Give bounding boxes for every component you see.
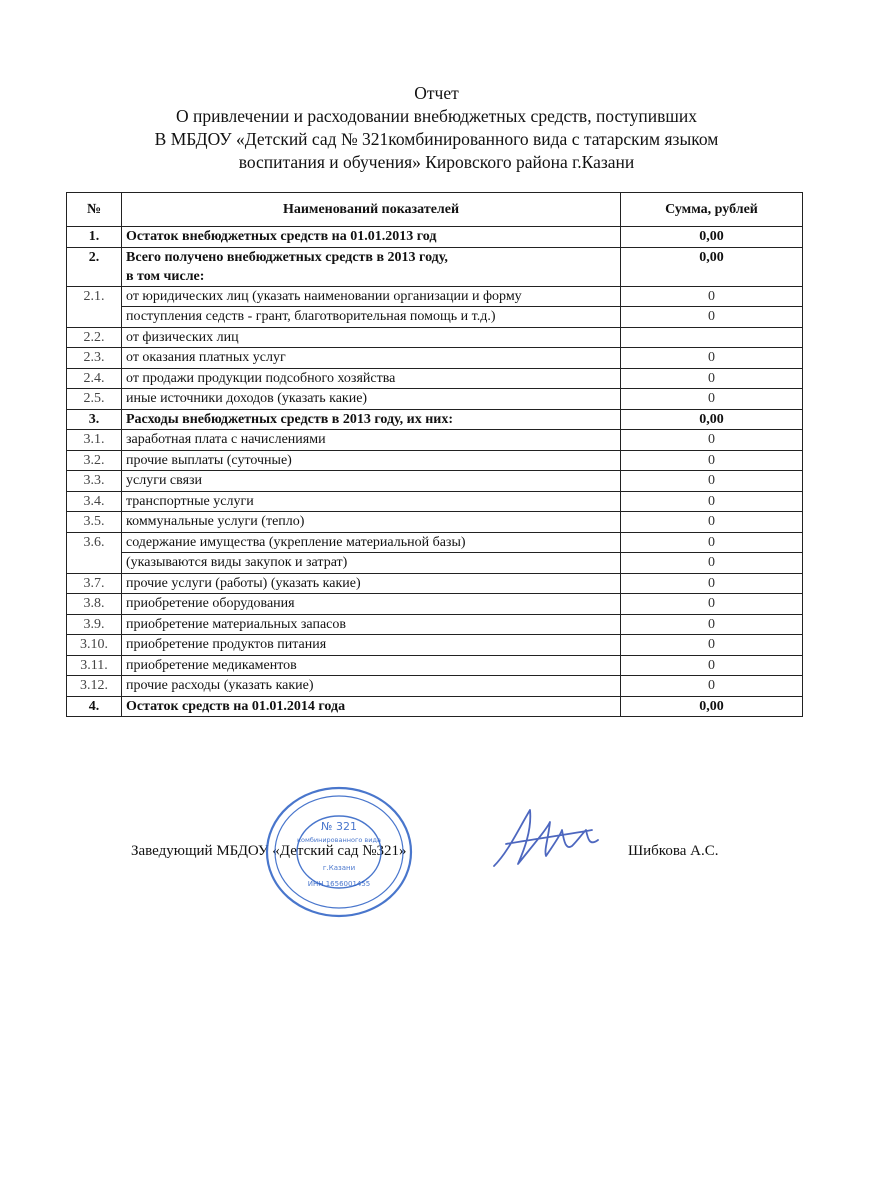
row-label: заработная плата с начислениями [122, 430, 621, 451]
signatory-position: Заведующий МБДОУ «Детский сад №321» [131, 843, 407, 859]
row-value: 0,00 [621, 409, 803, 430]
row-value: 0 [621, 614, 803, 635]
row-value: 0 [621, 286, 803, 307]
row-value: 0,00 [621, 696, 803, 717]
row-number: 3.10. [67, 635, 122, 656]
row-number: 2.3. [67, 348, 122, 369]
table-row [67, 471, 803, 492]
header-indicator: Наименований показателей [122, 193, 621, 227]
row-number: 2.2. [67, 327, 122, 348]
row-value: 0 [621, 389, 803, 410]
row-number: 3.6. [67, 532, 122, 553]
row-number: 3.4. [67, 491, 122, 512]
row-label: приобретение материальных запасов [122, 614, 621, 635]
row-label-line-2: в том числе: [126, 268, 205, 284]
row-value: 0 [621, 368, 803, 389]
row-number [67, 307, 122, 328]
row-label: приобретение продуктов питания [122, 635, 621, 656]
row-value: 0 [621, 512, 803, 533]
table-row [67, 655, 803, 676]
handwritten-signature [488, 800, 606, 878]
row-label: приобретение оборудования [122, 594, 621, 615]
row-value: 0 [621, 635, 803, 656]
table-row [67, 573, 803, 594]
row-number [67, 553, 122, 574]
row-number: 3.8. [67, 594, 122, 615]
row-value: 0,00 [621, 227, 803, 248]
table-row [67, 430, 803, 451]
report-title [0, 82, 873, 174]
row-label: иные источники доходов (указать какие) [122, 389, 621, 410]
row-number: 4. [67, 696, 122, 717]
table-row [67, 614, 803, 635]
row-value: 0 [621, 307, 803, 328]
table-row [67, 247, 803, 286]
row-value: 0 [621, 450, 803, 471]
row-number: 3.5. [67, 512, 122, 533]
row-value: 0 [621, 491, 803, 512]
table-row [67, 491, 803, 512]
row-label [122, 247, 621, 286]
row-label: Расходы внебюджетных средств в 2013 году, их них: [122, 409, 621, 430]
row-label: от продажи продукции подсобного хозяйства [122, 368, 621, 389]
row-number: 2.4. [67, 368, 122, 389]
signatory-name: Шибкова А.С. [628, 843, 719, 859]
table-row [67, 348, 803, 369]
table-row [67, 286, 803, 307]
row-label: прочие услуги (работы) (указать какие) [122, 573, 621, 594]
title-line-4: воспитания и обучения» Кировского района г.Казани [238, 152, 635, 172]
stamp-inn: ИНН 1656001455 [307, 880, 371, 888]
report-table [66, 192, 803, 717]
table-row [67, 676, 803, 697]
row-number: 3.9. [67, 614, 122, 635]
row-number: 2.5. [67, 389, 122, 410]
table-row [67, 389, 803, 410]
table-row [67, 327, 803, 348]
row-number: 3.7. [67, 573, 122, 594]
row-value: 0 [621, 594, 803, 615]
stamp-city: г.Казани [322, 864, 356, 872]
row-label: (указываются виды закупок и затрат) [122, 553, 621, 574]
row-value: 0 [621, 553, 803, 574]
row-number: 3.12. [67, 676, 122, 697]
table-row [67, 450, 803, 471]
row-label: услуги связи [122, 471, 621, 492]
row-label: поступления седств - грант, благотворительная помощь и т.д.) [122, 307, 621, 328]
row-number: 3.2. [67, 450, 122, 471]
row-number: 3.1. [67, 430, 122, 451]
row-number: 3. [67, 409, 122, 430]
title-line-2: О привлечении и расходовании внебюджетных средств, поступивших [175, 106, 698, 126]
row-label: от юридических лиц (указать наименовании организации и форму [122, 286, 621, 307]
stamp-center-text: комбинированного вида [297, 836, 381, 844]
row-value [621, 327, 803, 348]
title-line-3: В МБДОУ «Детский сад № 321комбинированного вида с татарским языком [154, 129, 719, 149]
title-line-1: Отчет [414, 83, 459, 103]
table-row [67, 227, 803, 248]
row-label: транспортные услуги [122, 491, 621, 512]
row-label: коммунальные услуги (тепло) [122, 512, 621, 533]
row-value: 0 [621, 573, 803, 594]
table-row [67, 553, 803, 574]
table-row [67, 594, 803, 615]
row-label: прочие расходы (указать какие) [122, 676, 621, 697]
row-value: 0 [621, 348, 803, 369]
row-value: 0 [621, 471, 803, 492]
row-number: 1. [67, 227, 122, 248]
row-number: 2. [67, 247, 122, 286]
table-row [67, 635, 803, 656]
row-label-line-1: Всего получено внебюджетных средств в 2013 году, [126, 249, 448, 265]
row-number: 2.1. [67, 286, 122, 307]
table-row [67, 532, 803, 553]
stamp-number: № 321 [321, 820, 357, 833]
row-label: прочие выплаты (суточные) [122, 450, 621, 471]
row-value: 0 [621, 532, 803, 553]
table-header-row [67, 193, 803, 227]
table-row [67, 409, 803, 430]
official-stamp [262, 782, 416, 920]
row-number: 3.11. [67, 655, 122, 676]
table-row [67, 368, 803, 389]
row-value: 0 [621, 655, 803, 676]
row-label: содержание имущества (укрепление материальной базы) [122, 532, 621, 553]
row-value: 0 [621, 430, 803, 451]
row-label: приобретение медикаментов [122, 655, 621, 676]
table-row [67, 307, 803, 328]
row-value: 0,00 [621, 247, 803, 286]
row-label: от оказания платных услуг [122, 348, 621, 369]
header-amount: Сумма, рублей [621, 193, 803, 227]
row-label: Остаток внебюджетных средств на 01.01.2013 год [122, 227, 621, 248]
row-label: Остаток средств на 01.01.2014 года [122, 696, 621, 717]
table-row [67, 696, 803, 717]
row-number: 3.3. [67, 471, 122, 492]
row-label: от физических лиц [122, 327, 621, 348]
table-row [67, 512, 803, 533]
header-number: № [67, 193, 122, 227]
row-value: 0 [621, 676, 803, 697]
